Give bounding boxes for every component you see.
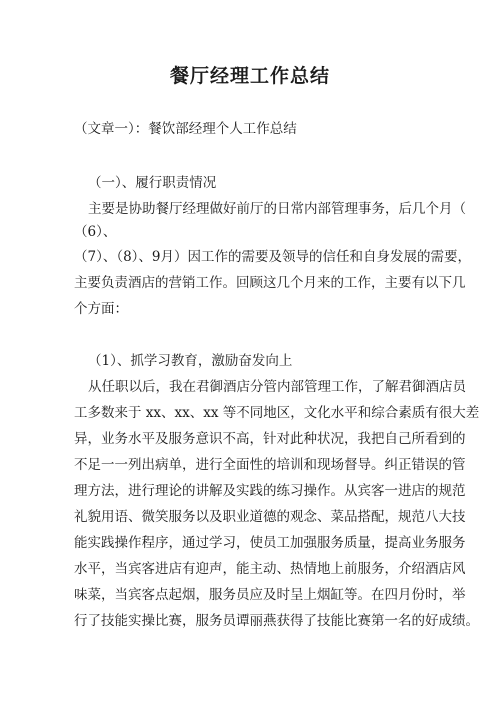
paragraph-line: 从任职以后，我在君御酒店分管内部管理工作，了解君御酒店员 [88,379,466,395]
paragraph-line: 礼貌用语、微笑服务以及职业道德的观念、菜品搭配，规范八大技 [74,509,466,525]
paragraph-line: 工多数来于 xx、xx、xx 等不同地区，文化水平和综合素质有很大差 [74,405,480,421]
paragraph-line: 水平，当宾客进店有迎声，能主动、热情地上前服务，介绍酒店风 [74,561,466,577]
paragraph-line: 主要是协助餐厅经理做好前厅的日常内部管理事务，后几个月（ [88,201,466,217]
paragraph-line: 主要负责酒店的营销工作。回顾这几个月来的工作，主要有以下几 [74,275,466,291]
document-subtitle: （文章一）：餐饮部经理个人工作总结 [74,121,297,137]
paragraph-line: 味菜，当宾客点起烟，服务员应及时呈上烟缸等。在四月份时，举 [74,587,466,603]
paragraph-line: 理方法，进行理论的讲解及实践的练习操作。从宾客一进店的规范 [74,483,466,499]
document-title: 餐厅经理工作总结 [169,65,330,87]
paragraph-line: 异，业务水平及服务意识不高，针对此种状况，我把自己所看到的 [74,431,466,447]
paragraph-line: （7）、（8）、9月）因工作的需要及领导的信任和自身发展的需要， [74,249,472,265]
paragraph-line: 行了技能实操比赛，服务员谭丽燕获得了技能比赛第一名的好成绩。 [74,613,479,629]
paragraph-line: 能实践操作程序，通过学习，使员工加强服务质量，提高业务服务 [74,535,466,551]
section-heading-duties: （一）、履行职责情况 [88,175,217,191]
paragraph-line: 个方面： [74,301,128,317]
paragraph-line: 不足一一列出病单，进行全面性的培训和现场督导。纠正错误的管 [74,457,466,473]
subsection-heading-learning: （1）、抓学习教育，激励奋发向上 [88,353,293,369]
paragraph-line: （6）、 [74,224,117,240]
